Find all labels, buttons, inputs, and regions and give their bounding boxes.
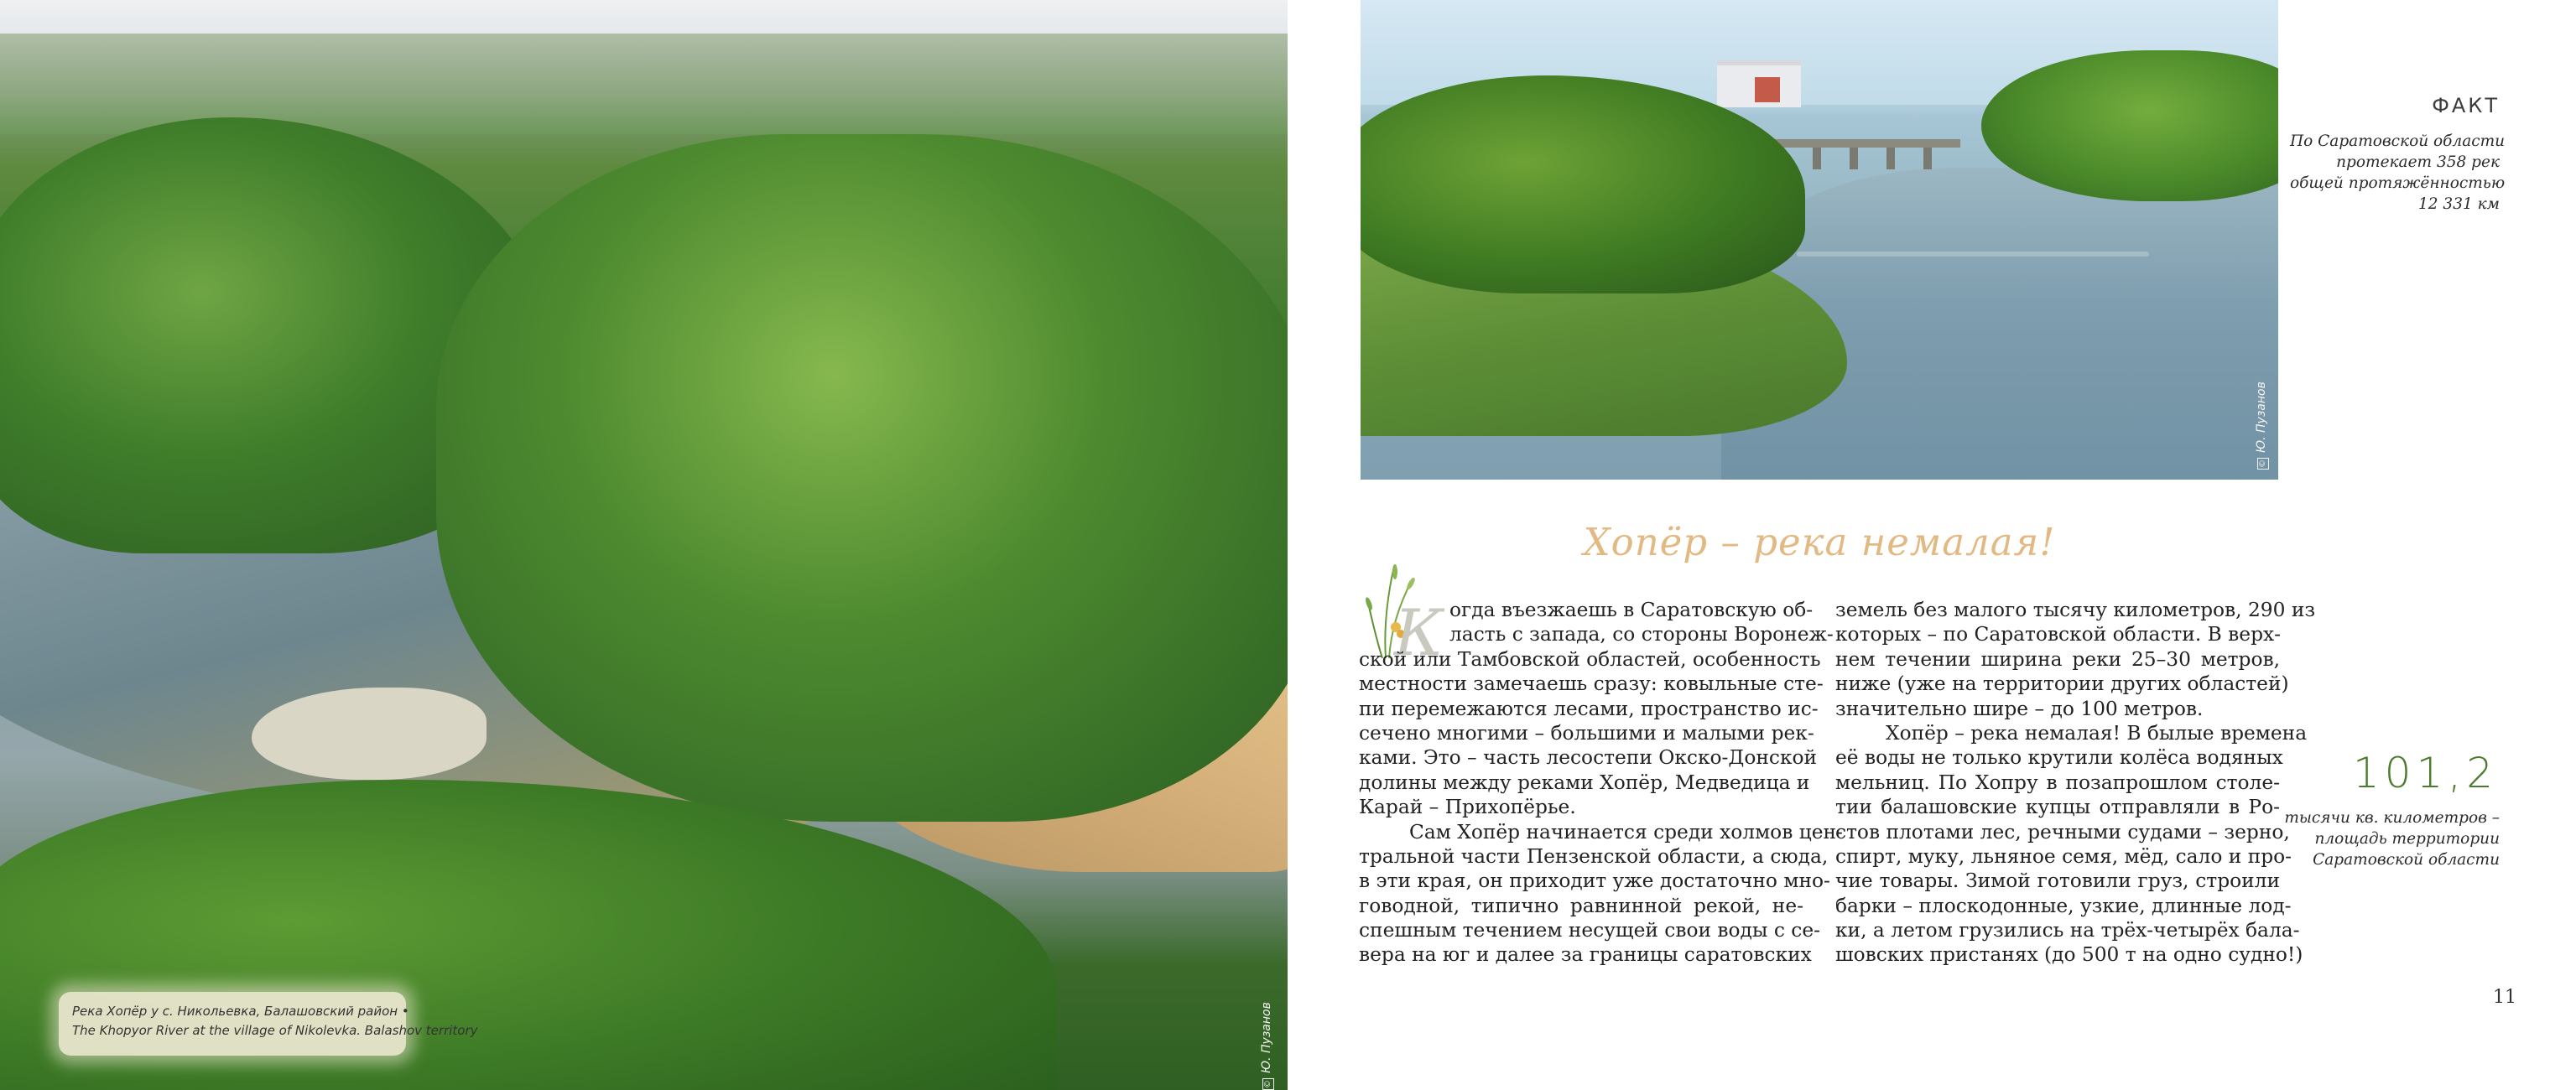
text-line: вера на юг и далее за границы саратовских	[1359, 943, 1812, 967]
text-line: пи перемежаются лесами, пространство ис-	[1359, 697, 1819, 720]
red-building	[1755, 77, 1780, 102]
stat-line: площадь территории	[2314, 830, 2500, 848]
fact-line: общей протяжённостью	[2290, 174, 2506, 192]
text-line: спирт, муку, льняное семя, мёд, сало и про-	[1835, 844, 2292, 868]
text-line: ской или Тамбовской областей, особенность	[1359, 647, 1821, 671]
photo-credit-text: Ю. Пузанов	[1260, 1002, 1273, 1073]
text-line: стов плотами лес, речными судами – зерно,	[1835, 820, 2290, 843]
forest-right	[436, 134, 1288, 822]
stat-description	[2265, 807, 2500, 870]
text-line: чие товары. Зимой готовили груз, строили	[1835, 869, 2280, 893]
text-line: ки, а летом грузились на трёх-четырёх бала-	[1835, 919, 2300, 942]
text-line: ками. Это – часть лесостепи Окско-Донской	[1359, 746, 1818, 770]
text-line: сечено многими – большими и малыми рек-	[1359, 721, 1814, 745]
text-line: Сам Хопёр начинается среди холмов цен-	[1409, 820, 1843, 843]
photo-credit-text: Ю. Пузанов	[2255, 382, 2268, 453]
text-line: Хопёр – река немалая! В былые времена	[1886, 721, 2308, 745]
stat-line: Саратовской области	[2313, 851, 2500, 869]
text-line: говодной, типично равнинной рекой, не-	[1359, 894, 1803, 917]
text-line: Карай – Прихопёрье.	[1359, 796, 1576, 819]
text-line: её воды не только крутили колёса водяных	[1835, 746, 2283, 770]
text-line: мельниц. По Хопру в позапрошлом столе-	[1835, 771, 2280, 794]
text-line: огда въезжаешь в Саратовскую об-	[1449, 599, 1814, 621]
photo-credit-right	[2255, 382, 2269, 470]
photo-caption	[59, 992, 478, 1056]
article-column-1	[1359, 598, 1843, 968]
article-column-2	[1835, 598, 2316, 968]
bridge-pillars	[1776, 148, 1952, 169]
copyright-icon: ©	[1263, 1080, 1272, 1088]
page-number: 11	[2493, 987, 2516, 1008]
text-line: которых – по Саратовской области. В верх-	[1835, 623, 2281, 646]
trees-left	[1361, 75, 1805, 293]
text-line: долины между реками Хопёр, Медведица и	[1359, 771, 1810, 794]
text-line: тральной части Пензенской области, а сюда,	[1359, 844, 1829, 868]
water-reflection	[1797, 252, 2149, 257]
text-line: местности замечаешь сразу: ковыльные сте-	[1359, 672, 1824, 696]
copyright-icon: ©	[2258, 459, 2267, 468]
text-line: земель без малого тысячу километров, 290 из	[1835, 599, 2316, 621]
dropcap-letter: К	[1394, 595, 1444, 670]
text-line: ласть с запада, со стороны Воронеж-	[1449, 623, 1834, 646]
text-line: значительно шире – до 100 метров.	[1835, 697, 2204, 720]
stat-number: 101,2	[2352, 749, 2498, 797]
fact-heading: ФАКТ	[2432, 94, 2500, 117]
text-line: спешным течением несущей свои воды с се-	[1359, 919, 1821, 942]
article-title: Хопёр – река немалая!	[1583, 520, 2056, 564]
caption-russian: Река Хопёр у с. Никольевка, Балашовский район •	[72, 1004, 409, 1019]
text-line: барки – плоскодонные, узкие, длинные лод-	[1835, 894, 2292, 917]
text-line: ниже (уже на территории других областей)	[1835, 672, 2289, 696]
caption-english: The Khopyor River at the village of Nikolevka. Balashov territory	[72, 1023, 478, 1038]
text-line: в эти края, он приходит уже достаточно мно-	[1359, 869, 1830, 893]
text-line: нем течении ширина реки 25–30 метров,	[1835, 647, 2280, 671]
text-line: шовских пристанях (до 500 т на одно судно!)	[1835, 943, 2303, 967]
bridge-deck	[1763, 139, 1960, 148]
fact-text	[2290, 131, 2506, 215]
text-line: тии балашовские купцы отправляли в Ро-	[1835, 796, 2280, 819]
fact-line: протекает 358 рек	[2336, 153, 2500, 171]
fact-line: 12 331 км	[2418, 195, 2500, 213]
river-bridge-photo	[1361, 0, 2278, 480]
photo-credit-left	[1260, 1002, 1274, 1090]
stat-line: тысячи кв. километров –	[2284, 809, 2500, 827]
fact-line: По Саратовской области	[2290, 132, 2506, 150]
